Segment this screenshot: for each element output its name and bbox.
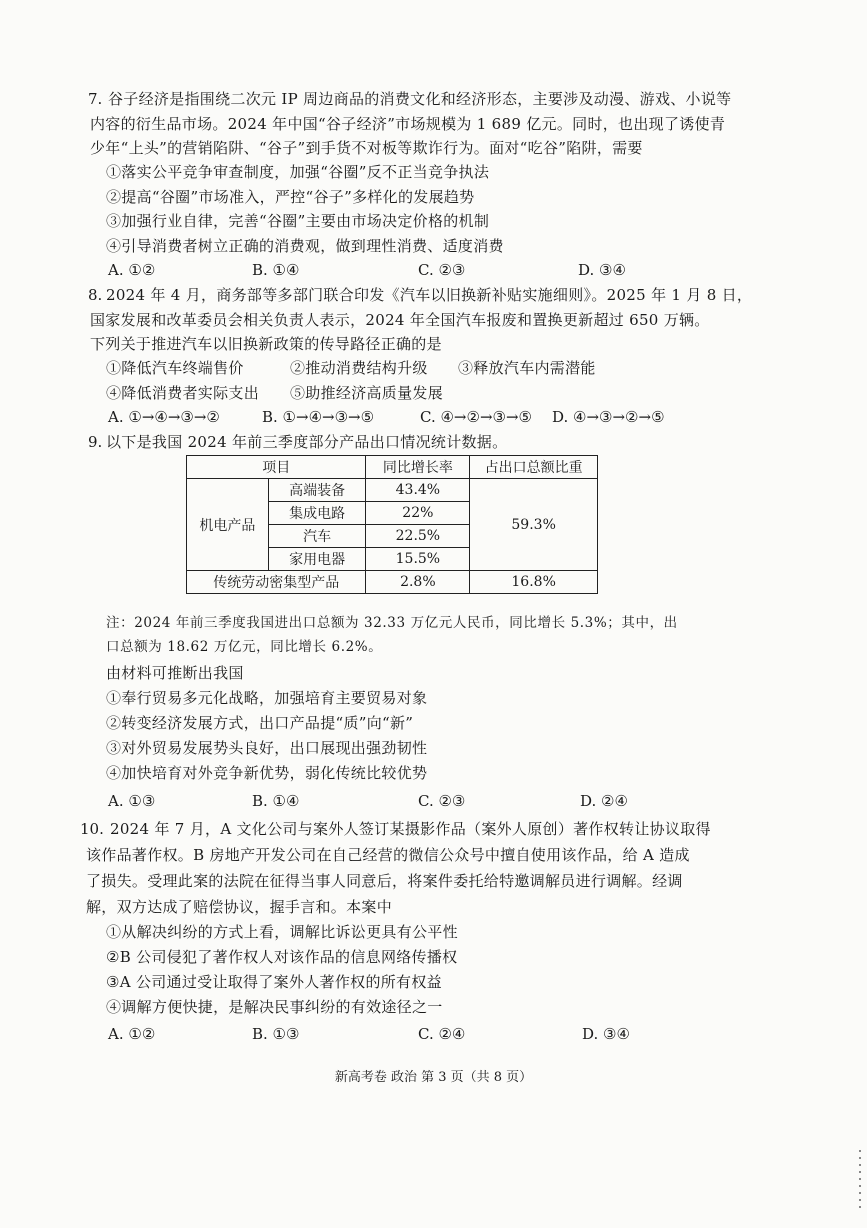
q10-stem-line-3: 了损失。受理此案的法院在征得当事人同意后，将案件委托给特邀调解员进行调解。经调 <box>86 872 683 890</box>
row-growth: 22% <box>366 502 470 525</box>
q9-option-d[interactable]: D. ②④ <box>580 792 628 810</box>
q10-number: 10. <box>80 820 104 838</box>
row-item: 传统劳动密集型产品 <box>187 571 366 594</box>
page-footer: 新高考卷 政治 第 3 页（共 8 页） <box>334 1070 533 1085</box>
q9-item-1: ①奉行贸易多元化战略，加强培育主要贸易对象 <box>106 689 428 707</box>
q9-stem: 以下是我国 2024 年前三季度部分产品出口情况统计数据。 <box>106 433 508 451</box>
table-header-row <box>187 456 598 479</box>
q7-item-3: ③加强行业自律，完善“谷圈”主要由市场决定价格的机制 <box>106 212 490 230</box>
q7-stem-line-2: 内容的衍生品市场。2024 年中国“谷子经济”市场规模为 1 689 亿元。同时，也出现了诱使青 <box>90 115 726 133</box>
q8-item-4: ④降低消费者实际支出 <box>106 384 260 402</box>
q8-option-b[interactable]: B. ①→④→③→⑤ <box>262 408 375 426</box>
q10-item-1: ①从解决纠纷的方式上看，调解比诉讼更具有公平性 <box>106 923 458 941</box>
q7-option-a[interactable]: A. ①② <box>108 261 156 279</box>
header-item: 项目 <box>187 456 366 479</box>
export-stats-table <box>186 455 598 594</box>
q8-option-d[interactable]: D. ④→③→②→⑤ <box>552 408 665 426</box>
row-share: 16.8% <box>470 571 598 594</box>
q10-item-2: ②B 公司侵犯了著作权人对该作品的信息网络传播权 <box>106 948 458 966</box>
row-growth: 15.5% <box>366 548 470 571</box>
header-growth: 同比增长率 <box>366 456 470 479</box>
q7-item-1: ①落实公平竞争审查制度，加强“谷圈”反不正当竞争执法 <box>106 163 490 181</box>
row-growth: 2.8% <box>366 571 470 594</box>
q10-stem-line-4: 解，双方达成了赔偿协议，握手言和。本案中 <box>86 898 393 916</box>
scan-edge-marks <box>859 1150 861 1210</box>
q8-item-3: ③释放汽车内需潜能 <box>458 359 596 377</box>
q7-item-4: ④引导消费者树立正确的消费观，做到理性消费、适度消费 <box>106 237 504 255</box>
row-growth: 22.5% <box>366 525 470 548</box>
q9-number: 9. <box>88 433 103 451</box>
q10-item-3: ③A 公司通过受让取得了案外人著作权的所有权益 <box>106 973 442 991</box>
q7-option-c[interactable]: C. ②③ <box>418 261 466 279</box>
q8-stem-line-3: 下列关于推进汽车以旧换新政策的传导路径正确的是 <box>90 335 442 353</box>
row-item: 集成电路 <box>268 502 366 525</box>
q7-stem-line-3: 少年“上头”的营销陷阱、“谷子”到手货不对板等欺诈行为。面对“吃谷”陷阱，需要 <box>90 139 643 157</box>
row-item: 家用电器 <box>268 548 366 571</box>
q9-item-2: ②转变经济发展方式，出口产品提“质”向“新” <box>106 714 414 732</box>
q7-option-d[interactable]: D. ③④ <box>578 261 626 279</box>
q10-option-c[interactable]: C. ②④ <box>418 1025 466 1043</box>
q8-option-a[interactable]: A. ①→④→③→② <box>108 408 220 426</box>
q8-stem-line-2: 国家发展和改革委员会相关负责人表示，2024 年全国汽车报废和置换更新超过 650 万辆。 <box>90 311 710 329</box>
table-row <box>187 479 598 502</box>
q9-option-a[interactable]: A. ①③ <box>108 792 156 810</box>
q10-option-d[interactable]: D. ③④ <box>582 1025 630 1043</box>
q10-stem-line-1: 2024 年 7 月，A 文化公司与案外人签订某摄影作品（案外人原创）著作权转让协议取得 <box>110 820 711 838</box>
q8-number: 8. <box>88 286 103 304</box>
q8-item-2: ②推动消费结构升级 <box>290 359 428 377</box>
q10-stem-line-2: 该作品著作权。B 房地产开发公司在自己经营的微信公众号中擅自使用该作品，给 A 造成 <box>86 846 690 864</box>
q7-number: 7. <box>88 90 103 108</box>
q9-option-b[interactable]: B. ①④ <box>252 792 300 810</box>
group-label: 机电产品 <box>187 479 269 571</box>
q9-note-line-1: 注：2024 年前三季度我国进出口总额为 32.33 万亿元人民币，同比增长 5.3%；其中，出 <box>106 615 678 631</box>
row-item: 高端装备 <box>268 479 366 502</box>
q10-option-a[interactable]: A. ①② <box>108 1025 156 1043</box>
q8-item-5: ⑤助推经济高质量发展 <box>290 384 444 402</box>
header-share: 占出口总额比重 <box>470 456 598 479</box>
q9-item-4: ④加快培育对外竞争新优势，弱化传统比较优势 <box>106 764 428 782</box>
row-item: 汽车 <box>268 525 366 548</box>
q10-item-4: ④调解方便快捷，是解决民事纠纷的有效途径之一 <box>106 998 443 1016</box>
q8-stem-line-1: 2024 年 4 月，商务部等多部门联合印发《汽车以旧换新补贴实施细则》。2025 年 1 月 8 日， <box>106 286 753 304</box>
q9-item-3: ③对外贸易发展势头良好，出口展现出强劲韧性 <box>106 739 428 757</box>
group-share: 59.3% <box>470 479 598 571</box>
row-growth: 43.4% <box>366 479 470 502</box>
q9-note-line-2: 口总额为 18.62 万亿元，同比增长 6.2%。 <box>106 639 383 655</box>
q8-item-1: ①降低汽车终端售价 <box>106 359 244 377</box>
q9-option-c[interactable]: C. ②③ <box>418 792 466 810</box>
q7-stem-line-1: 谷子经济是指围绕二次元 IP 周边商品的消费文化和经济形态，主要涉及动漫、游戏、小说等 <box>108 90 732 108</box>
table-row <box>187 571 598 594</box>
q7-option-b[interactable]: B. ①④ <box>252 261 300 279</box>
q7-item-2: ②提高“谷圈”市场准入，严控“谷子”多样化的发展趋势 <box>106 188 475 206</box>
q10-option-b[interactable]: B. ①③ <box>252 1025 300 1043</box>
q9-lead: 由材料可推断出我国 <box>106 664 244 682</box>
q8-option-c[interactable]: C. ④→②→③→⑤ <box>420 408 532 426</box>
